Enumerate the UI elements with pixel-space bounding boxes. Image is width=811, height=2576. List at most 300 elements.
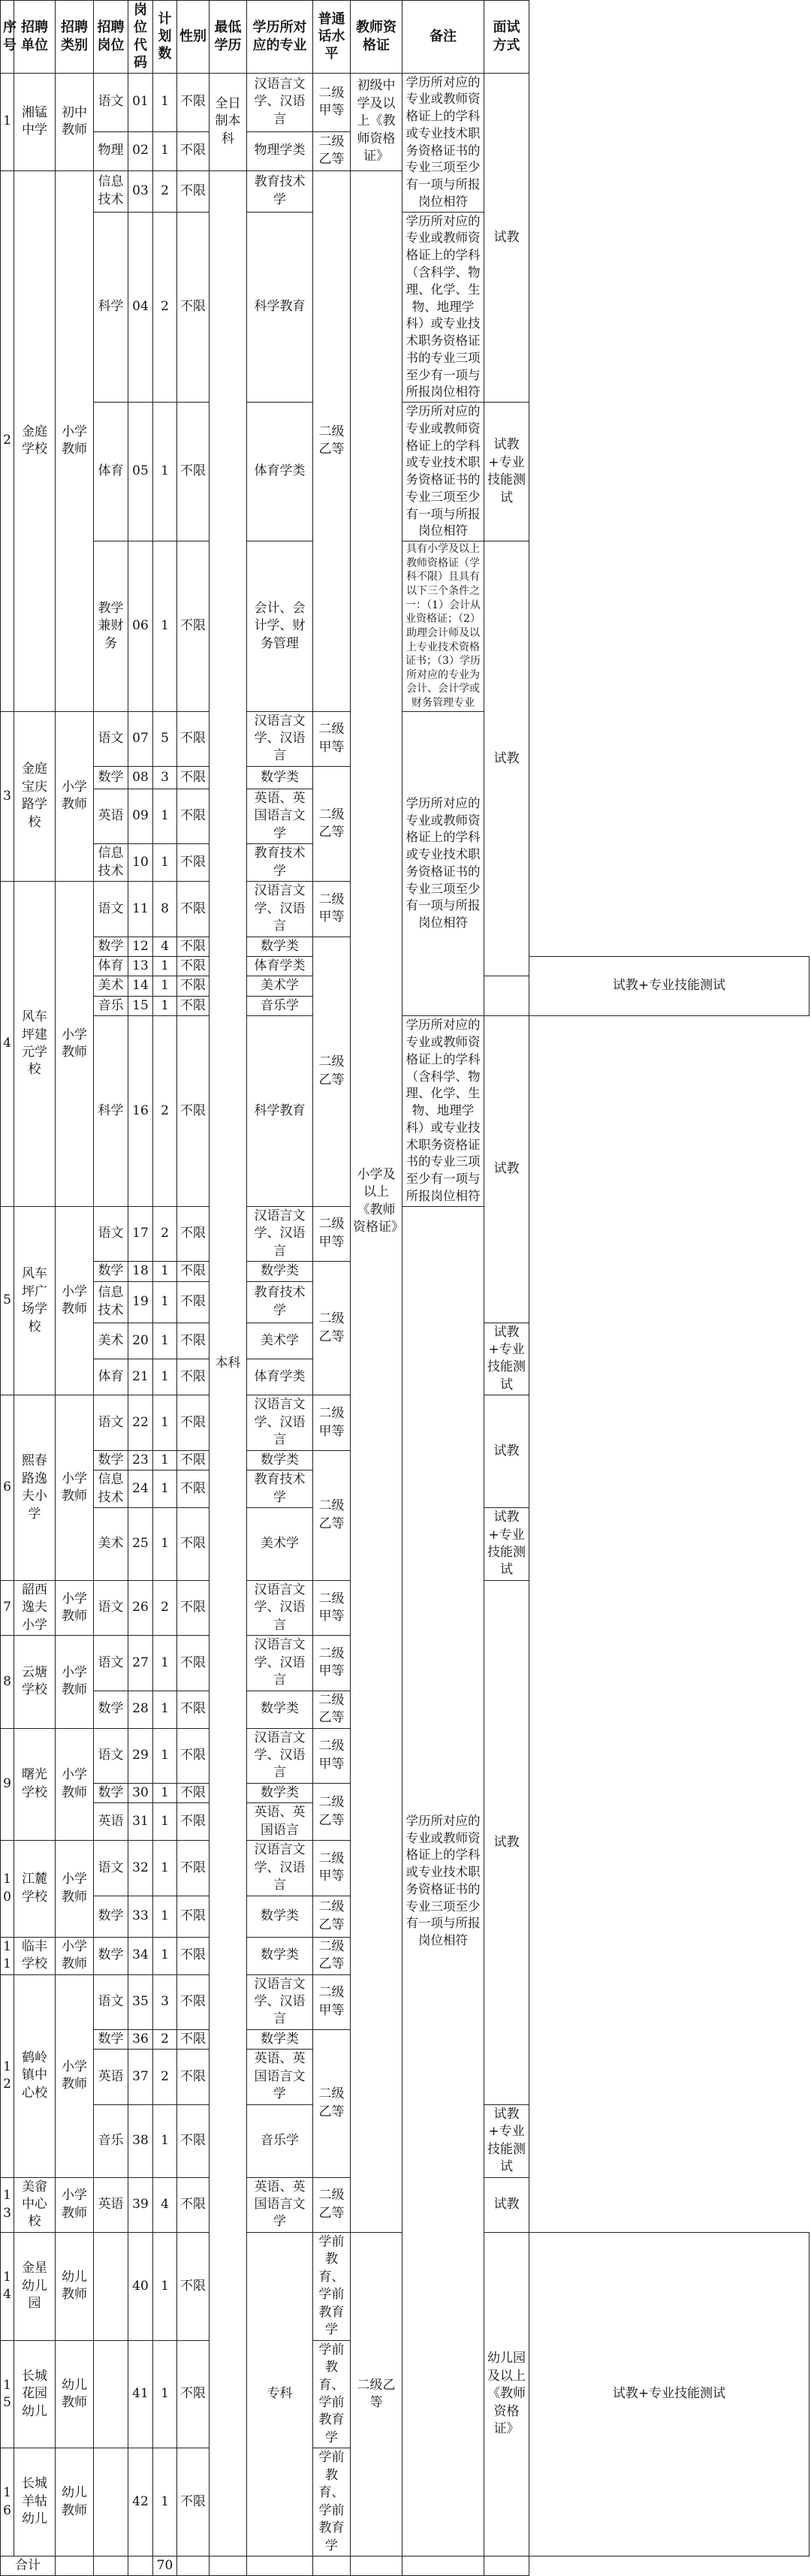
cell-gender: 不限 [177,937,210,956]
cell-mandarin: 二级甲等 [313,1728,351,1783]
cell-certificate: 幼儿园及以上《教师资格证》 [484,2232,529,2556]
header-cell: 教师资格证 [351,1,402,74]
cell-gender: 不限 [177,1803,210,1841]
table-row [1,403,809,541]
cell-plan: 2 [153,1580,177,1635]
cell-note: 学历所对应的专业或教师资格证上的学科或专业技术职务资格证书的专业三项至少有一项与所报岗位相符 [402,73,484,212]
cell-gender: 不限 [177,2177,210,2232]
cell-plan: 1 [153,131,177,170]
cell-plan: 1 [153,1896,177,1937]
cell-major: 科学教育 [247,1016,313,1206]
cell-plan: 2 [153,2050,177,2104]
cell-mandarin: 二级乙等 [313,1450,351,1580]
cell-position: 数学 [94,1450,128,1470]
cell-position: 语文 [94,1580,128,1635]
cell-code: 32 [128,1841,153,1896]
cell-code: 10 [128,844,153,882]
cell-interview: 试教 [484,73,529,403]
cell-major: 教育技术学 [247,1281,313,1323]
cell-plan: 1 [153,1937,177,1974]
cell-gender: 不限 [177,1508,210,1581]
table-row [1,1206,809,1261]
cell-unit: 江麓学校 [14,1841,56,1937]
cell-interview: 试教 [484,2177,529,2232]
cell-code: 09 [128,789,153,843]
cell-major: 汉语言文学、汉语言 [247,1728,313,1783]
cell-code: 05 [128,403,153,541]
cell-plan: 1 [153,1395,177,1450]
cell-code: 07 [128,711,153,766]
cell-unit: 韶西逸夫小学 [14,1580,56,1635]
cell-gender: 不限 [177,1896,210,1937]
cell-mandarin: 二级乙等 [313,170,351,711]
cell-category: 小学教师 [56,2177,94,2232]
cell-position: 科学 [94,212,128,402]
header-cell: 普通话水平 [313,1,351,74]
cell-interview: 试教 [484,1016,529,1323]
cell-note: 学历所对应的专业或教师资格证上的学科（含科学、物理、化学、生物、地理学科）或专业技术职务资格证书的专业三项至少有一项与所报岗位相符 [402,1016,484,1206]
cell-major: 英语、英国语言文学 [247,2177,313,2232]
cell-major: 汉语言文学、汉语言 [247,711,313,766]
cell-gender: 不限 [177,1728,210,1783]
cell-gender: 不限 [177,541,210,711]
cell-serial: 7 [1,1580,14,1635]
cell-mandarin: 二级甲等 [313,73,351,131]
cell-gender: 不限 [177,131,210,170]
cell-mandarin: 二级甲等 [313,882,351,937]
cell-major: 教育技术学 [247,844,313,882]
cell-code: 39 [128,2177,153,2232]
cell-interview: 试教+专业技能测试 [529,2232,809,2556]
cell-note: 学历所对应的专业或教师资格证上的学科（含科学、物理、化学、生物、地理学科）或专业技术职务资格证书的专业三项至少有一项与所报岗位相符 [402,212,484,402]
cell-position: 语文 [94,1206,128,1261]
cell-position: 科学 [94,1016,128,1206]
cell-position: 语文 [94,1636,128,1691]
cell-gender: 不限 [177,882,210,937]
cell-gender: 不限 [177,766,210,789]
total-label: 合计 [1,2556,56,2576]
cell-position: 教学兼财务 [94,541,128,711]
cell-major: 数学类 [247,766,313,789]
cell-plan: 1 [153,73,177,131]
cell-plan: 1 [153,1691,177,1728]
cell-plan: 1 [153,1636,177,1691]
cell-major: 英语、英国语言文学 [247,2050,313,2104]
cell-gender: 不限 [177,976,210,996]
cell-serial: 5 [1,1206,14,1395]
cell-category: 幼儿教师 [56,2232,94,2340]
cell-interview: 试教+专业技能测试 [484,403,529,541]
cell-major: 学前教育、学前教育学 [313,2232,351,2340]
cell-code: 14 [128,976,153,996]
cell-unit: 湘锰中学 [14,73,56,170]
cell-gender: 不限 [177,1016,210,1206]
cell-unit: 熙春路逸夫小学 [14,1395,56,1581]
cell-position: 数学 [94,766,128,789]
cell-plan: 1 [153,844,177,882]
header-cell: 最低学历 [210,1,247,74]
cell-mandarin: 二级乙等 [313,2177,351,2232]
header-row [1,1,809,74]
cell-code: 29 [128,1728,153,1783]
cell-major: 体育学类 [247,1359,313,1395]
cell-position: 语文 [94,1728,128,1783]
cell-plan: 1 [153,1281,177,1323]
table-row [1,711,809,766]
cell-major: 学前教育、学前教育学 [313,2448,351,2556]
cell-code: 22 [128,1395,153,1450]
cell-serial: 16 [1,2448,14,2556]
cell-major: 汉语言文学、汉语言 [247,1580,313,1635]
cell-position [94,2340,128,2448]
header-cell: 面试方式 [484,1,529,74]
cell-gender: 不限 [177,212,210,402]
cell-gender: 不限 [177,1262,210,1281]
cell-position [94,2448,128,2556]
cell-unit: 长城羊牯幼儿 [14,2448,56,2556]
cell-unit: 金庭学校 [14,170,56,711]
cell-plan: 1 [153,2340,177,2448]
cell-interview: 试教 [484,541,529,976]
cell-mandarin: 二级甲等 [313,711,351,766]
total-empty [402,2556,484,2576]
cell-gender: 不限 [177,1691,210,1728]
cell-gender: 不限 [177,1323,210,1359]
total-empty [56,2556,94,2576]
cell-code: 03 [128,170,153,212]
header-cell: 备注 [402,1,484,74]
cell-gender: 不限 [177,2232,210,2340]
cell-interview: 试教+专业技能测试 [484,1508,529,1581]
cell-category: 幼儿教师 [56,2340,94,2448]
cell-interview: 试教 [484,1395,529,1508]
cell-mandarin: 二级甲等 [313,1974,351,2029]
cell-mandarin: 二级乙等 [313,766,351,881]
cell-mandarin: 二级乙等 [351,2232,402,2556]
cell-position: 信息技术 [94,1470,128,1508]
cell-major: 美术学 [247,1323,313,1359]
cell-code: 26 [128,1580,153,1635]
table-row [1,212,809,402]
cell-plan: 1 [153,1803,177,1841]
cell-plan: 1 [153,956,177,976]
cell-position: 美术 [94,1323,128,1359]
cell-code: 01 [128,73,153,131]
cell-gender: 不限 [177,403,210,541]
cell-position: 体育 [94,403,128,541]
cell-plan: 2 [153,1206,177,1261]
cell-major: 汉语言文学、汉语言 [247,1206,313,1261]
cell-position: 数学 [94,2029,128,2049]
cell-serial: 10 [1,1841,14,1937]
cell-gender: 不限 [177,1281,210,1323]
cell-mandarin: 二级乙等 [313,1896,351,1937]
cell-plan: 1 [153,789,177,843]
cell-major: 数学类 [247,1783,313,1802]
cell-gender: 不限 [177,789,210,843]
cell-major: 数学类 [247,937,313,956]
cell-mandarin: 二级甲等 [313,1206,351,1261]
cell-mandarin: 二级乙等 [313,1783,351,1840]
cell-mandarin: 二级乙等 [313,937,351,1206]
cell-serial: 15 [1,2340,14,2448]
cell-plan: 1 [153,2232,177,2340]
cell-plan: 1 [153,541,177,711]
cell-mandarin: 二级甲等 [313,1636,351,1691]
cell-position: 体育 [94,956,128,976]
cell-position: 信息技术 [94,1281,128,1323]
total-empty [128,2556,153,2576]
cell-unit: 临丰学校 [14,1937,56,1974]
cell-code: 38 [128,2104,153,2177]
total-empty [247,2556,313,2576]
cell-serial: 13 [1,2177,14,2232]
cell-code: 35 [128,1974,153,2029]
cell-plan: 1 [153,1783,177,1802]
cell-note: 学历所对应的专业或教师资格证上的学科或专业技术职务资格证书的专业三项至少有一项与所报岗位相符 [402,403,484,541]
cell-plan: 1 [153,1841,177,1896]
cell-gender: 不限 [177,1580,210,1635]
cell-code: 36 [128,2029,153,2049]
cell-code: 23 [128,1450,153,1470]
cell-gender: 不限 [177,1841,210,1896]
cell-code: 12 [128,937,153,956]
cell-category: 小学教师 [56,1937,94,1974]
total-empty [313,2556,351,2576]
cell-plan: 1 [153,996,177,1015]
total-empty [210,2556,247,2576]
cell-plan: 1 [153,1470,177,1508]
cell-gender: 不限 [177,2104,210,2177]
cell-code: 16 [128,1016,153,1206]
cell-plan: 1 [153,2104,177,2177]
cell-unit: 鹤岭镇中心校 [14,1974,56,2177]
cell-plan: 8 [153,882,177,937]
cell-position: 美术 [94,1508,128,1581]
header-cell: 学历所对应的专业 [247,1,313,74]
total-plan: 70 [153,2556,177,2576]
cell-mandarin: 二级乙等 [313,1691,351,1728]
cell-position: 物理 [94,131,128,170]
cell-plan: 2 [153,2029,177,2049]
cell-education: 全日制本科 [210,73,247,170]
cell-code: 41 [128,2340,153,2448]
cell-serial: 14 [1,2232,14,2340]
cell-code: 19 [128,1281,153,1323]
cell-code: 34 [128,1937,153,1974]
cell-code: 04 [128,212,153,402]
cell-gender: 不限 [177,1783,210,1802]
cell-major: 教育技术学 [247,170,313,212]
cell-gender: 不限 [177,170,210,212]
header-cell: 性别 [177,1,210,74]
cell-code: 27 [128,1636,153,1691]
cell-plan: 2 [153,170,177,212]
cell-education: 专科 [247,2232,313,2556]
header-cell: 招聘类别 [56,1,94,74]
cell-mandarin: 二级乙等 [313,1262,351,1395]
cell-code: 40 [128,2232,153,2340]
cell-position: 语文 [94,711,128,766]
table-row [1,1016,809,1206]
cell-category: 小学教师 [56,170,94,711]
cell-category: 小学教师 [56,1395,94,1581]
cell-position: 数学 [94,1896,128,1937]
cell-gender: 不限 [177,1206,210,1261]
header-cell: 计划数 [153,1,177,74]
cell-category: 小学教师 [56,1841,94,1937]
cell-gender: 不限 [177,1636,210,1691]
cell-code: 18 [128,1262,153,1281]
cell-position: 语文 [94,882,128,937]
cell-position [94,2232,128,2340]
cell-serial: 8 [1,1636,14,1728]
header-cell: 招聘单位 [14,1,56,74]
cell-major: 汉语言文学、汉语言 [247,1636,313,1691]
cell-serial: 9 [1,1728,14,1841]
cell-position: 英语 [94,1803,128,1841]
cell-position: 体育 [94,1359,128,1395]
cell-note: 学历所对应的专业或教师资格证上的学科或专业技术职务资格证书的专业三项至少有一项与所报岗位相符 [402,711,484,1016]
cell-plan: 3 [153,766,177,789]
cell-position: 信息技术 [94,844,128,882]
cell-gender: 不限 [177,1937,210,1974]
cell-code: 37 [128,2050,153,2104]
cell-major: 英语、英国语言 [247,1803,313,1841]
cell-major: 数学类 [247,1691,313,1728]
cell-major: 汉语言文学、汉语言 [247,1841,313,1896]
cell-plan: 1 [153,1262,177,1281]
cell-interview: 试教 [484,1580,529,2104]
cell-position: 语文 [94,73,128,131]
cell-interview: 试教+专业技能测试 [484,1323,529,1395]
cell-code: 06 [128,541,153,711]
cell-code: 15 [128,996,153,1015]
cell-position: 语文 [94,1974,128,2029]
cell-plan: 1 [153,403,177,541]
table-row [1,541,809,711]
cell-position: 语文 [94,1395,128,1450]
cell-major: 音乐学 [247,2104,313,2177]
cell-major: 汉语言文学、汉语言 [247,73,313,131]
cell-gender: 不限 [177,1395,210,1450]
cell-major: 音乐学 [247,996,313,1015]
cell-position: 信息技术 [94,170,128,212]
cell-category: 初中教师 [56,73,94,170]
cell-code: 30 [128,1783,153,1802]
cell-serial: 12 [1,1974,14,2177]
cell-position: 语文 [94,1841,128,1896]
cell-mandarin: 二级乙等 [313,1937,351,1974]
cell-plan: 1 [153,976,177,996]
cell-serial: 2 [1,170,14,711]
cell-gender: 不限 [177,2050,210,2104]
cell-position: 数学 [94,1262,128,1281]
cell-plan: 1 [153,1323,177,1359]
cell-position: 美术 [94,976,128,996]
cell-plan: 2 [153,212,177,402]
cell-major: 体育学类 [247,956,313,976]
cell-unit: 金庭宝庆路学校 [14,711,56,882]
cell-position: 数学 [94,1937,128,1974]
cell-unit: 美畲中心校 [14,2177,56,2232]
cell-code: 28 [128,1691,153,1728]
cell-plan: 2 [153,1016,177,1206]
cell-plan: 1 [153,1508,177,1581]
cell-category: 小学教师 [56,1636,94,1728]
cell-major: 教育技术学 [247,1470,313,1508]
cell-major: 学前教育、学前教育学 [313,2340,351,2448]
cell-serial: 4 [1,882,14,1207]
cell-plan: 1 [153,2448,177,2556]
cell-code: 17 [128,1206,153,1261]
cell-code: 24 [128,1470,153,1508]
cell-position: 数学 [94,937,128,956]
cell-gender: 不限 [177,2340,210,2448]
cell-unit: 风车坪广场学校 [14,1206,56,1395]
cell-gender: 不限 [177,1359,210,1395]
cell-code: 20 [128,1323,153,1359]
cell-major: 数学类 [247,1937,313,1974]
total-row [1,2556,809,2576]
cell-category: 小学教师 [56,1206,94,1395]
cell-code: 21 [128,1359,153,1395]
header-cell: 岗位代码 [128,1,153,74]
cell-mandarin: 二级甲等 [313,1395,351,1450]
header-cell: 招聘岗位 [94,1,128,74]
table-row [1,73,809,131]
cell-major: 汉语言文学、汉语言 [247,1974,313,2029]
cell-gender: 不限 [177,956,210,976]
cell-gender: 不限 [177,844,210,882]
cell-major: 会计、会计学、财务管理 [247,541,313,711]
cell-major: 美术学 [247,1508,313,1581]
cell-note: 具有小学及以上教师资格证（学科不限）且具有以下三个条件之一：（1）会计从业资格证；（2）助理会计师及以上专业技术资格证书；（3）学历所对应的专业为会计、会计学或财务管理专业 [402,541,484,711]
total-empty [351,2556,402,2576]
cell-code: 11 [128,882,153,937]
cell-gender: 不限 [177,1450,210,1470]
cell-code: 31 [128,1803,153,1841]
cell-mandarin: 二级甲等 [313,1580,351,1635]
cell-position: 英语 [94,2177,128,2232]
cell-note: 学历所对应的专业或教师资格证上的学科或专业技术职务资格证书的专业三项至少有一项与所报岗位相符 [402,1206,484,2556]
cell-plan: 1 [153,1450,177,1470]
cell-major: 美术学 [247,976,313,996]
cell-major: 数学类 [247,1262,313,1281]
cell-category: 小学教师 [56,1974,94,2177]
cell-position: 音乐 [94,996,128,1015]
cell-major: 体育学类 [247,403,313,541]
cell-education: 本科 [210,170,247,2556]
cell-gender: 不限 [177,996,210,1015]
cell-category: 幼儿教师 [56,2448,94,2556]
cell-unit: 金星幼儿园 [14,2232,56,2340]
cell-major: 数学类 [247,1450,313,1470]
cell-major: 汉语言文学、汉语言 [247,1395,313,1450]
cell-major: 数学类 [247,1896,313,1937]
cell-serial: 6 [1,1395,14,1581]
cell-plan: 4 [153,937,177,956]
cell-position: 英语 [94,789,128,843]
cell-gender: 不限 [177,711,210,766]
cell-category: 小学教师 [56,882,94,1207]
cell-plan: 1 [153,1359,177,1395]
cell-plan: 1 [153,1728,177,1783]
cell-interview: 试教+专业技能测试 [484,2104,529,2177]
cell-plan: 5 [153,711,177,766]
cell-major: 科学教育 [247,212,313,402]
cell-code: 25 [128,1508,153,1581]
